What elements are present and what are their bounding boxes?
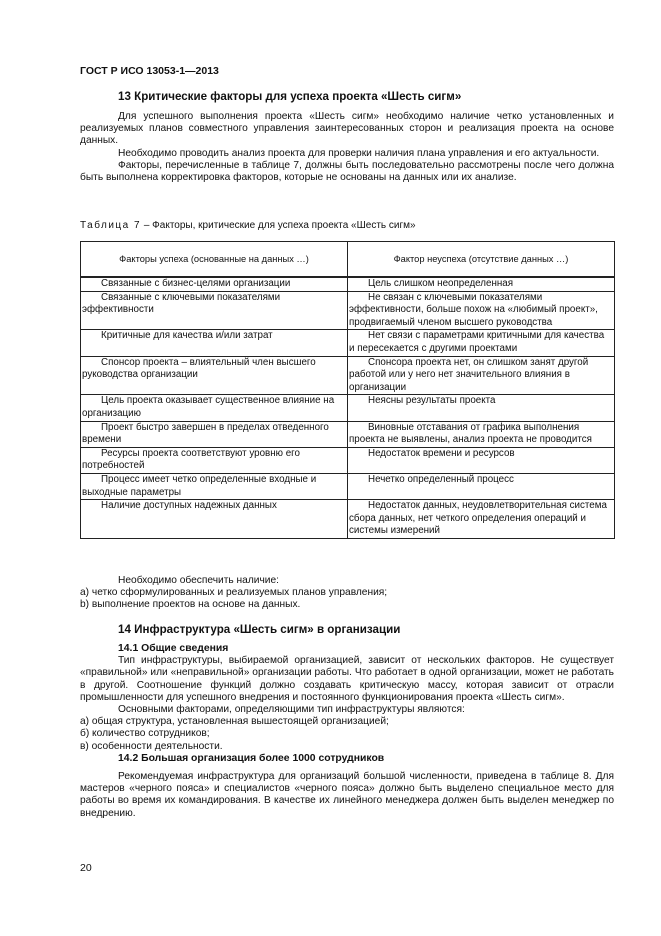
paragraph: Основными факторами, определяющими тип инфраструктуры являются: (118, 704, 465, 716)
failure-factor-cell: Нет связи с параметрами критичными для качества и пересекается с другими проектами (348, 330, 615, 356)
failure-factor-cell: Нечетко определенный процесс (348, 473, 615, 499)
section-14-body (80, 643, 614, 820)
critical-factors-table (80, 241, 615, 539)
paragraph: Для успешного выполнения проекта «Шесть сигм» необходимо наличие четко установленных и реализуемых планов совместного управления заинтересованных сторон и реализация проекта на основе данных. (80, 111, 614, 147)
success-factor-cell: Связанные с ключевыми показателями эффективности (81, 291, 348, 330)
table-row (81, 356, 615, 395)
table-row (81, 473, 615, 499)
table-caption-text: – Факторы, критические для успеха проекта «Шесть сигм» (141, 220, 416, 231)
section-13-body (80, 111, 614, 184)
failure-factor-cell: Недостаток времени и ресурсов (348, 447, 615, 473)
page-number: 20 (80, 862, 92, 874)
table-row (81, 421, 615, 447)
list-item: b) выполнение проектов на основе на данных. (80, 599, 301, 611)
success-factor-cell: Процесс имеет четко определенные входные и выходные параметры (81, 473, 348, 499)
table-caption (80, 220, 416, 231)
success-factor-cell: Проект быстро завершен в пределах отведенного времени (81, 421, 348, 447)
column-header-failure: Фактор неуспеха (отсутствие данных …) (348, 242, 615, 278)
failure-factor-cell: Цель слишком неопределенная (348, 277, 615, 291)
list-item: а) общая структура, установленная вышестоящей организацией; (80, 716, 389, 728)
list-item: б) количество сотрудников; (80, 728, 210, 740)
failure-factor-cell: Неясны результаты проекта (348, 395, 615, 421)
section-14-title: 14 Инфраструктура «Шесть сигм» в организации (118, 623, 401, 636)
table-row (81, 447, 615, 473)
success-factor-cell: Цель проекта оказывает существенное влияние на организацию (81, 395, 348, 421)
failure-factor-cell: Не связан с ключевыми показателями эффективности, больше похож на «любимый проект», продвигаемый членом высшего руководства (348, 291, 615, 330)
requirements-list (80, 575, 614, 612)
table-row (81, 291, 615, 330)
paragraph: Факторы, перечисленные в таблице 7, должны быть последовательно рассмотрены после чего должна быть выполнена корректировка факторов, которые не основаны на данных или их анализе. (80, 159, 614, 184)
table-header-row (81, 242, 615, 278)
list-intro: Необходимо обеспечить наличие: (118, 575, 279, 586)
list-item: a) четко сформулированных и реализуемых планов управления; (80, 587, 388, 599)
subsection-title: 14.1 Общие сведения (118, 643, 229, 654)
table-row (81, 330, 615, 356)
table-row (81, 395, 615, 421)
list-item: в) особенности деятельности. (80, 740, 223, 752)
table-row (81, 500, 615, 539)
standard-header: ГОСТ Р ИСО 13053-1—2013 (80, 65, 219, 77)
subsection-title: 14.2 Большая организация более 1000 сотрудников (118, 752, 385, 764)
section-13-title: 13 Критические факторы для успеха проекта «Шесть сигм» (118, 90, 462, 103)
table-caption-label: Таблица 7 (80, 220, 142, 231)
table-row (81, 277, 615, 291)
success-factor-cell: Спонсор проекта – влиятельный член высшего руководства организации (81, 356, 348, 395)
success-factor-cell: Ресурсы проекта соответствуют уровню его потребностей (81, 447, 348, 473)
success-factor-cell: Связанные с бизнес-целями организации (81, 277, 348, 291)
column-header-success: Факторы успеха (основанные на данных …) (81, 242, 348, 278)
failure-factor-cell: Недостаток данных, неудовлетворительная система сбора данных, нет четкого определения операций и системы измерений (348, 500, 615, 539)
success-factor-cell: Наличие доступных надежных данных (81, 500, 348, 539)
failure-factor-cell: Виновные отставания от графика выполнения проекта не выявлены, анализ проекта не проводится (348, 421, 615, 447)
failure-factor-cell: Спонсора проекта нет, он слишком занят другой работой или у него нет значительного влияния в организации (348, 356, 615, 395)
paragraph: Рекомендуемая инфраструктура для организаций большой численности, приведена в таблице 8. Для мастеров «черного пояса» и специалистов «черного пояса» должно быть выделено специальное место для работы во время их командирования. В качестве их линейного менеджера должен быть выделен менеджер по внедрению. (80, 771, 614, 819)
paragraph: Необходимо проводить анализ проекта для проверки наличия плана управления и его актуальности. (118, 147, 600, 159)
paragraph: Тип инфраструктуры, выбираемой организацией, зависит от нескольких факторов. Не существует «правильной» или «неправильной» организации работы. Что работает в одной организации, может не работать в другой. Соотношение функций должно создавать критическую массу, которая зависит от отрасли промышленности для успешного внедрения и постоянного функционирования проекта «Шесть сигм». (80, 655, 614, 703)
success-factor-cell: Критичные для качества и/или затрат (81, 330, 348, 356)
